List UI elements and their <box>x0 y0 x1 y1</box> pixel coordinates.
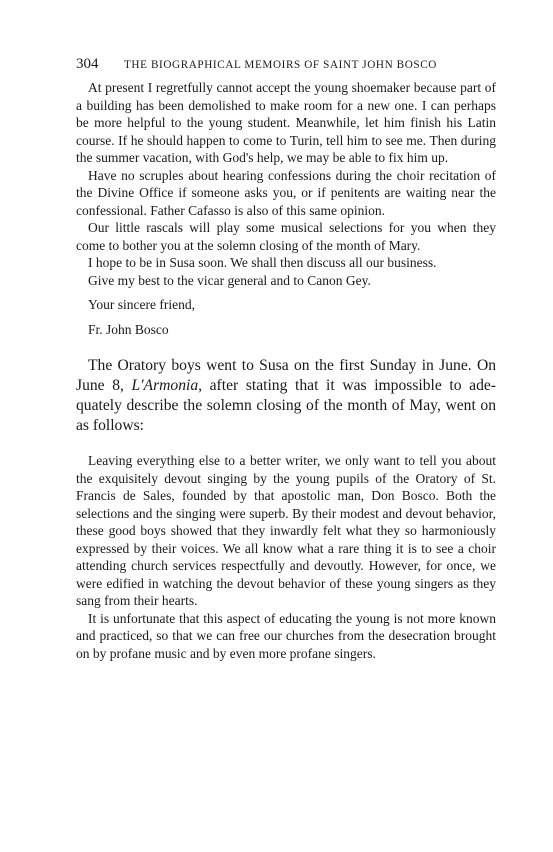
quote-paragraph: It is unfortunate that this aspect of educating the young is not more known and practiced, so that we can free our churches from the desecration brought on by profane music and by even more profane singers. <box>76 610 496 661</box>
letter-paragraph: Our little rascals will play some musical selections for you when they come to bother you at the solemn closing of the month of Mary. <box>76 220 496 253</box>
page-header <box>76 56 496 78</box>
narrative-text-before: The Oratory boys went to Susa on the first Sunday in June. On June 8, <box>76 357 496 394</box>
letter-paragraph: Give my best to the vicar general and to Canon Gey. <box>88 272 371 288</box>
newspaper-title: L'Armonia, <box>131 377 203 394</box>
letter-signature: Fr. John Bosco <box>88 321 169 337</box>
letter-paragraph: I hope to be in Susa soon. We shall then discuss all our business. <box>88 255 437 270</box>
letter-paragraph: Have no scruples about hearing confessions during the choir recitation of the Divine Office if someone asks you, or if penitents are waiting near the confessional. Father Cafasso is also of this same opinion. <box>76 167 496 218</box>
narrative-paragraph <box>76 356 496 436</box>
running-head: THE BIOGRAPHICAL MEMOIRS OF SAINT JOHN BOSCO <box>124 59 437 71</box>
narrative-text-after: after stating that it was impossible to adequately describe the solemn closing of the month of May, went on as follows: <box>76 377 496 434</box>
narrative-text <box>76 356 496 436</box>
page-number: 304 <box>76 56 99 72</box>
quote-paragraph: Leaving everything else to a better writer, we only want to tell you about the exquisitely devout singing by the young pupils of the Oratory of St. Francis de Sales, founded by that apostolic man, Don Bosco. Both the selections and the singing were superb. By their modest and devout behavior, these good boys showed that they inwardly felt what they so harmoniously expressed by their voices. We all know what a rare thing it is to see a choir attending church services respectfully and devoutly. However, for once, we were edified in watching the devout behavior of these young singers as they sang from their hearts. <box>76 453 496 608</box>
letter-text <box>76 79 496 338</box>
quoted-article <box>76 452 496 662</box>
book-page <box>76 56 496 662</box>
letter-closing: Your sincere friend, <box>88 297 195 312</box>
letter-paragraph: At present I regretfully cannot accept the young shoemaker because part of a building has been demolished to make room for a new one. I can perhaps be more helpful to the young student. Meanwhile, let him finish his Latin course. If he should happen to come to Turin, tell him to see me. Then during the summer vacation, with God's help, we may be able to fix him up. <box>76 80 496 165</box>
